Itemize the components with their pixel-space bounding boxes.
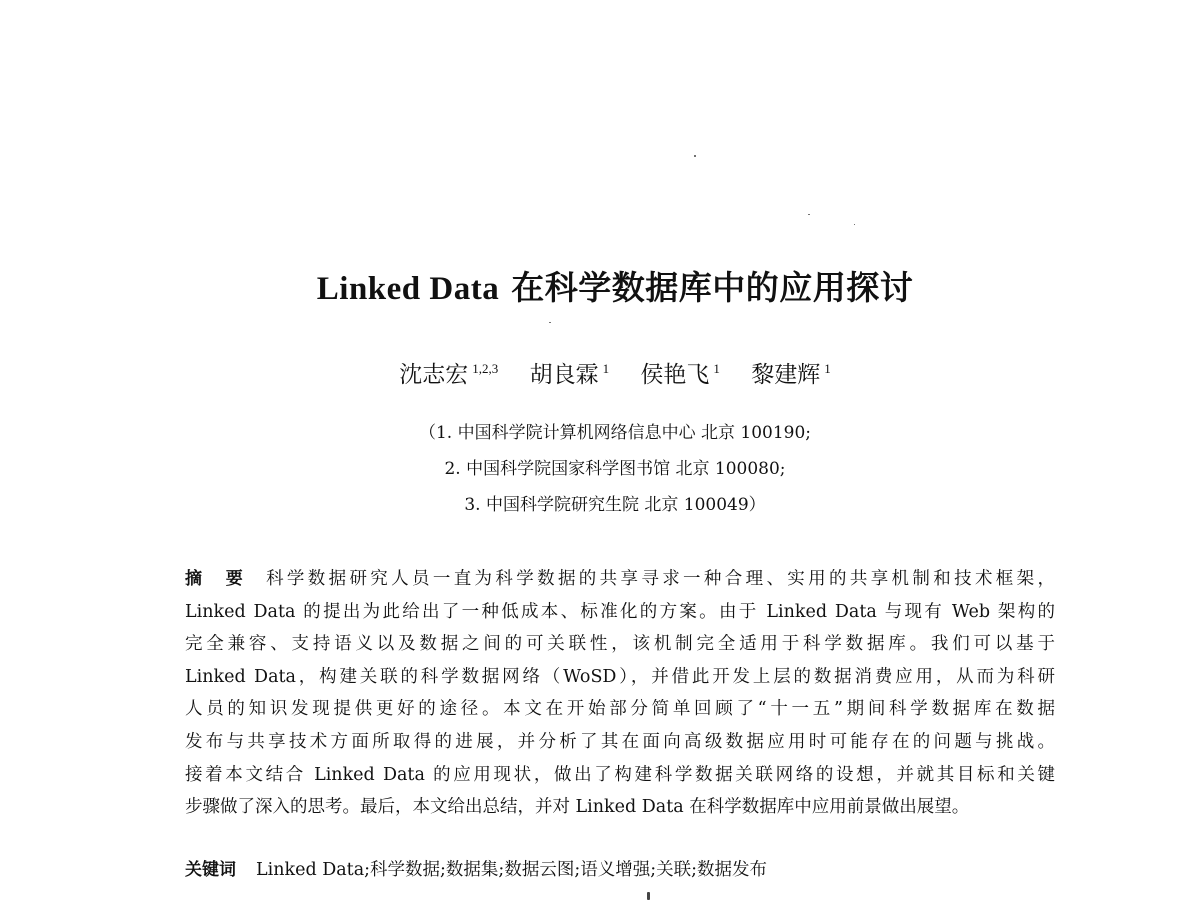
keywords [185,855,767,881]
affiliation-line: 2. 中国科学院国家科学图书馆 北京 100080; [444,459,786,479]
scan-speck [549,322,551,323]
author-name: 黎建辉 [751,362,821,388]
abstract-text: 科学数据研究人员一直为科学数据的共享寻求一种合理、实用的共享机制和技术框架， [266,569,1055,589]
paper-title [0,262,1200,309]
keywords-text: Linked Data;科学数据;数据集;数据云图;语义增强;关联;数据发布 [256,860,768,880]
title-cjk: 在科学数据库中的应用探讨 [511,268,914,307]
abstract-line: Linked Data，构建关联的科学数据网络（WoSD），并借此开发上层的数据消费应用，从而为科研 [185,666,1055,687]
abstract-line: 发布与共享技术方面所取得的进展，并分析了其在面向高级数据应用时可能存在的问题与挑战。 [185,731,1055,752]
author [530,356,610,389]
scan-speck [808,214,810,215]
author-name: 沈志宏 [399,362,469,388]
affiliation-line: （1. 中国科学院计算机网络信息中心 北京 100190; [418,423,812,443]
author-list [0,356,1200,389]
title-latin: Linked Data [316,271,500,307]
keywords-label: 关键词 [185,860,236,880]
abstract [185,563,1055,824]
author-name: 侯艳飞 [640,362,710,388]
abstract-line: 完全兼容、支持语义以及数据之间的可关联性，该机制完全适用于科学数据库。我们可以基于 [185,634,1055,655]
scan-speck [694,155,696,157]
abstract-line: 人员的知识发现提供更好的途径。本文在开始部分简单回顾了“十一五”期间科学数据库在数据 [185,699,1055,720]
abstract-line [185,563,1055,596]
abstract-line: 接着本文结合 Linked Data 的应用现状，做出了构建科学数据关联网络的设想，并就其目标和关键 [185,764,1055,785]
author-affil-mark: 1 [713,361,720,376]
abstract-label: 摘 要 [185,569,247,589]
author-name: 胡良霖 [529,362,599,388]
abstract-line: Linked Data 的提出为此给出了一种低成本、标准化的方案。由于 Linked Data 与现有 Web 架构的 [185,601,1055,622]
scan-speck [647,892,650,900]
scan-speck [854,224,855,225]
author [751,356,831,389]
abstract-line: 步骤做了深入的思考。最后，本文给出总结，并对 Linked Data 在科学数据库中应用前景做出展望。 [185,797,970,818]
author [399,356,498,389]
author-affil-mark: 1 [824,361,831,376]
author [640,356,720,389]
affiliation-line: 3. 中国科学院研究生院 北京 100049） [464,495,766,515]
author-affil-mark: 1,2,3 [472,361,499,376]
author-affil-mark: 1 [602,361,610,376]
